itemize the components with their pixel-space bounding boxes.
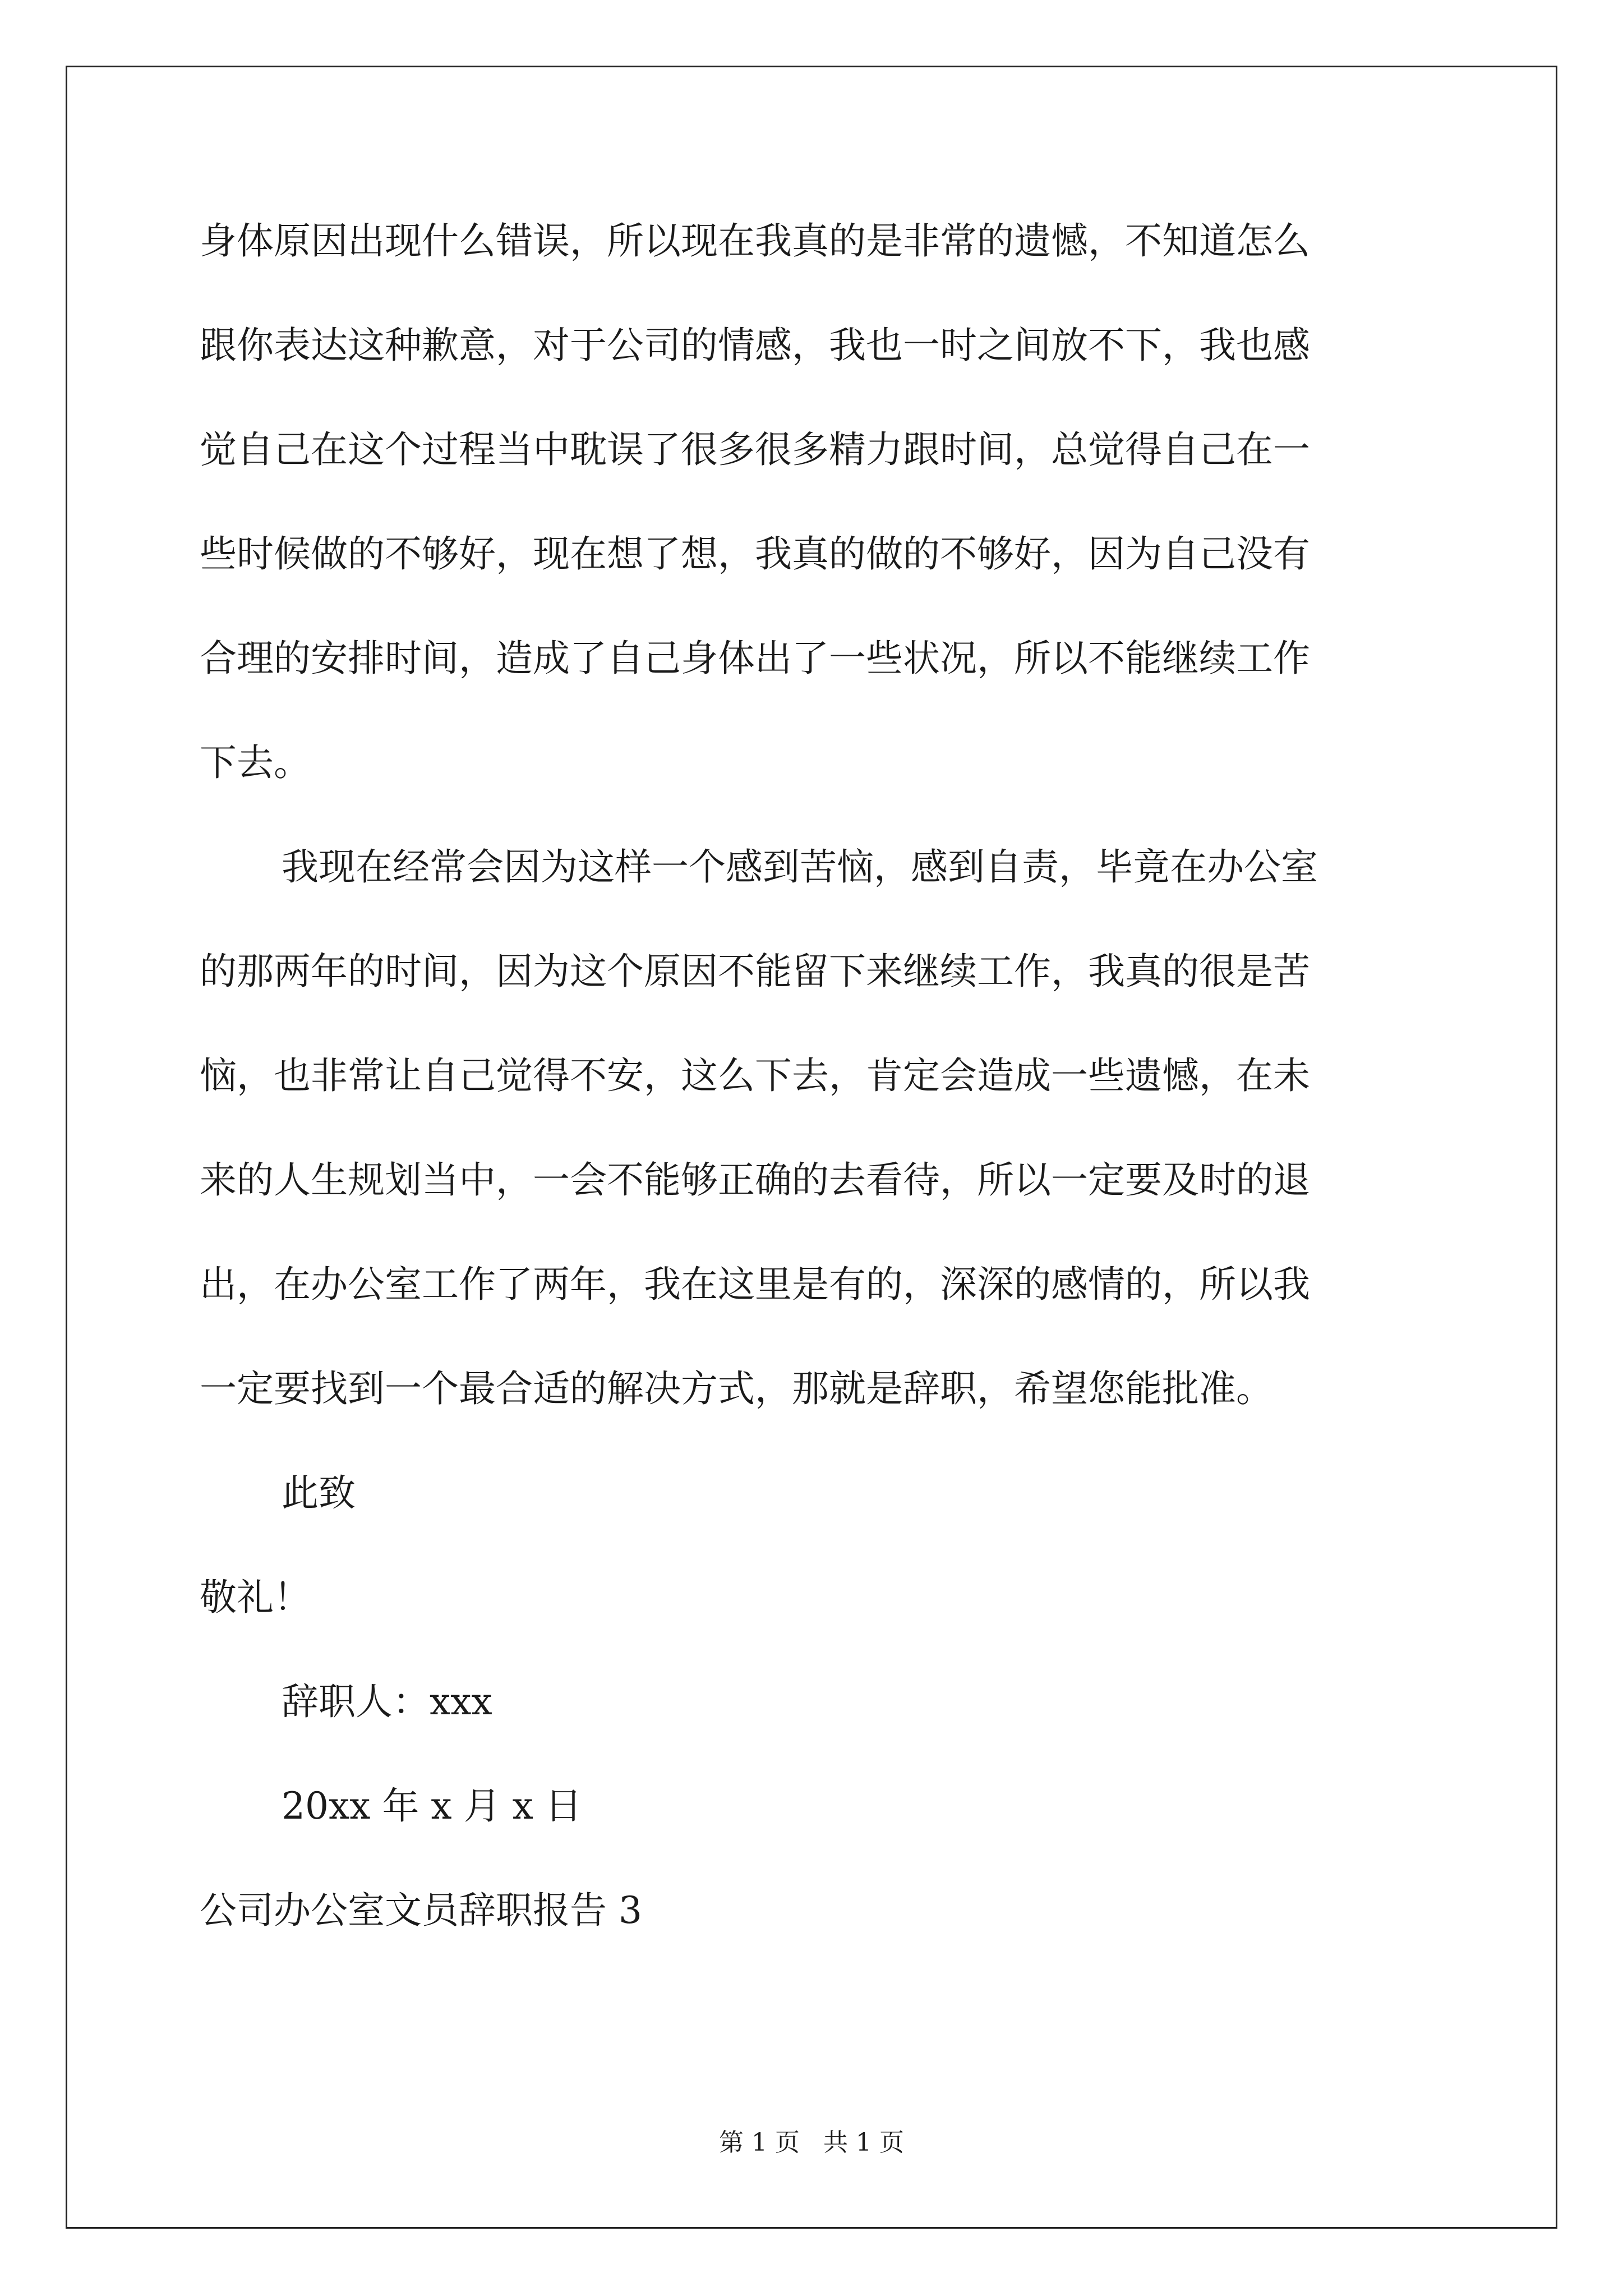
paragraph-line: 身体原因出现什么错误，所以现在我真的是非常的遗憾，不知道怎么 [200,219,1310,263]
paragraph-line: 的那两年的时间，因为这个原因不能留下来继续工作，我真的很是苦 [200,950,1310,993]
paragraph-line: 一定要找到一个最合适的解决方式，那就是辞职，希望您能批准。 [200,1367,1273,1410]
section-title: 公司办公室文员辞职报告 3 [200,1889,642,1932]
closing-regards: 敬礼！ [200,1576,311,1619]
paragraph-line: 下去。 [200,741,311,784]
paragraph-line: 合理的安排时间，造成了自己身体出了一些状况，所以不能继续工作 [200,637,1310,680]
paragraph-line: 些时候做的不够好，现在想了想，我真的做的不够好，因为自己没有 [200,532,1310,576]
paragraph-line: 来的人生规划当中，一会不能够正确的去看待，所以一定要及时的退 [200,1158,1310,1202]
paragraph-line: 恼，也非常让自己觉得不安，这么下去，肯定会造成一些遗憾，在未 [200,1054,1310,1097]
closing-salutation: 此致 [282,1471,356,1515]
date-line: 20xx 年 x 月 x 日 [282,1784,582,1828]
paragraph-line: 觉自己在这个过程当中耽误了很多很多精力跟时间，总觉得自己在一 [200,428,1310,471]
page-footer: 第 1 页 共 1 页 [719,2128,904,2157]
signature-line: 辞职人：xxx [282,1680,492,1723]
paragraph-line: 出，在办公室工作了两年，我在这里是有的，深深的感情的，所以我 [200,1263,1310,1306]
paragraph-line: 跟你表达这种歉意，对于公司的情感，我也一时之间放不下，我也感 [200,324,1310,367]
paragraph-line: 我现在经常会因为这样一个感到苦恼，感到自责，毕竟在办公室 [282,845,1318,889]
